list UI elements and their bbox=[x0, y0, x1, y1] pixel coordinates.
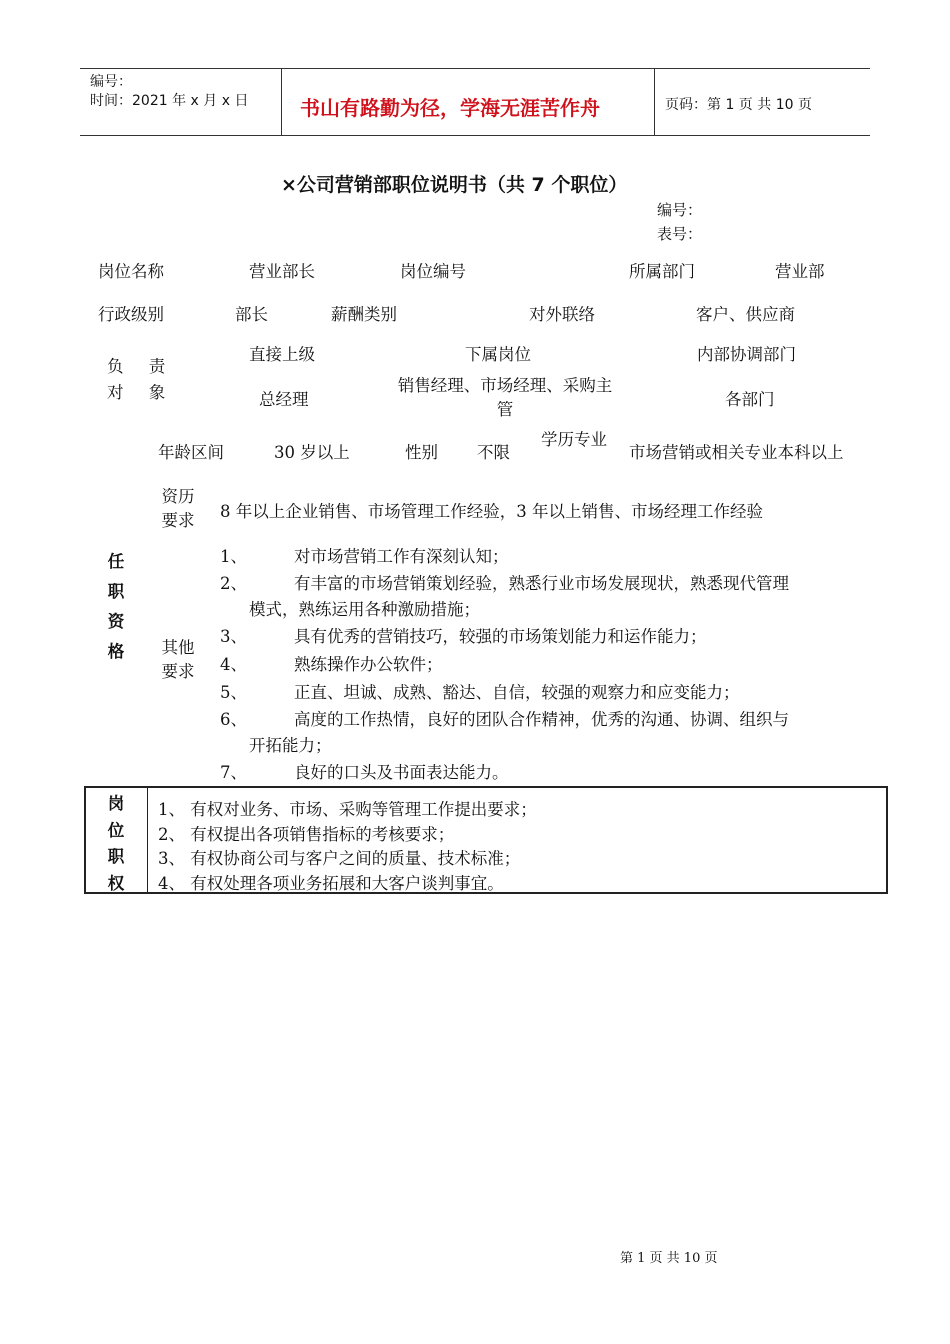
list-item-text: 对市场营销工作有深刻认知； bbox=[294, 547, 509, 566]
list-item-number: 1、 bbox=[220, 547, 247, 566]
header-divider-left bbox=[281, 68, 282, 136]
experience-label: 资历要求 bbox=[161, 487, 195, 530]
page-footer: 第 1 页 共 10 页 bbox=[620, 1251, 718, 1266]
internal-dept-value: 各部门 bbox=[725, 390, 775, 409]
post-rights-table bbox=[84, 786, 888, 894]
list-item-text: 良好的口头及书面表达能力。 bbox=[294, 763, 509, 782]
doc-number-label: 编号： bbox=[657, 201, 703, 219]
internal-dept-label: 内部协调部门 bbox=[697, 345, 796, 364]
post-rights-divider bbox=[147, 788, 148, 892]
list-item-number: 2、 bbox=[220, 574, 247, 593]
gender-label: 性别 bbox=[405, 443, 438, 462]
age-value: 30 岁以上 bbox=[274, 443, 350, 462]
header-top-rule bbox=[80, 68, 870, 69]
list-item-text: 具有优秀的营销技巧，较强的市场策划能力和运作能力； bbox=[294, 627, 707, 646]
education-value: 市场营销或相关专业本科以上 bbox=[629, 443, 844, 462]
post-rights-item: 4、 有权处理各项业务拓展和大客户谈判事宜。 bbox=[158, 874, 504, 893]
subordinate-value: 销售经理、市场经理、采购主管 bbox=[397, 376, 613, 419]
doc-form-label: 表号： bbox=[657, 225, 703, 243]
list-item-number: 7、 bbox=[220, 763, 247, 782]
list-item-number: 3、 bbox=[220, 627, 247, 646]
qualification-section-label: 任职资格 bbox=[107, 552, 125, 661]
resp-label-line2: 对 象 bbox=[107, 383, 176, 402]
education-label: 学历专业 bbox=[541, 430, 607, 449]
document-title: ×公司营销部职位说明书（共 7 个职位） bbox=[281, 174, 628, 196]
post-rights-item: 2、 有权提出各项销售指标的考核要求； bbox=[158, 825, 455, 844]
experience-value: 8 年以上企业销售、市场管理工作经验，3 年以上销售、市场经理工作经验 bbox=[220, 502, 763, 521]
header-bottom-rule bbox=[80, 135, 870, 136]
superior-value: 总经理 bbox=[259, 390, 309, 409]
header-time-label: 时间：2021 年 x 月 x 日 bbox=[90, 93, 249, 109]
gender-value: 不限 bbox=[477, 443, 510, 462]
header-motto: 书山有路勤为径，学海无涯苦作舟 bbox=[300, 96, 600, 120]
list-item-text: 正直、坦诚、成熟、豁达、自信，较强的观察力和应变能力； bbox=[294, 683, 740, 702]
list-item-continuation: 开拓能力； bbox=[249, 736, 332, 755]
dept-value: 营业部 bbox=[775, 262, 825, 281]
list-item-number: 5、 bbox=[220, 683, 247, 702]
header-page-label: 页码：第 1 页 共 10 页 bbox=[665, 97, 812, 113]
post-rights-item: 1、 有权对业务、市场、采购等管理工作提出要求； bbox=[158, 800, 537, 819]
list-item-text: 有丰富的市场营销策划经验，熟悉行业市场发展现状，熟悉现代管理 bbox=[294, 574, 789, 593]
list-item-text: 高度的工作热情，良好的团队合作精神，优秀的沟通、协调、组织与 bbox=[294, 710, 789, 729]
list-item-number: 4、 bbox=[220, 655, 247, 674]
age-label: 年龄区间 bbox=[158, 443, 224, 462]
list-item-text: 熟练操作办公软件； bbox=[294, 655, 443, 674]
post-rights-item: 3、 有权协商公司与客户之间的质量、技术标准； bbox=[158, 849, 521, 868]
external-contact-value: 客户、供应商 bbox=[696, 305, 795, 324]
admin-level-value: 部长 bbox=[235, 305, 268, 324]
subordinate-label: 下属岗位 bbox=[465, 345, 531, 364]
post-rights-label: 岗位职权 bbox=[107, 794, 125, 893]
post-code-label: 岗位编号 bbox=[400, 262, 466, 281]
other-requirements-label: 其他要求 bbox=[161, 638, 195, 681]
resp-label-line1: 负 责 bbox=[107, 357, 176, 376]
header-divider-right bbox=[654, 68, 655, 136]
external-contact-label: 对外联络 bbox=[529, 305, 595, 324]
post-name-label: 岗位名称 bbox=[98, 262, 164, 281]
header-number-label: 编号： bbox=[90, 74, 132, 90]
superior-label: 直接上级 bbox=[249, 345, 315, 364]
list-item-number: 6、 bbox=[220, 710, 247, 729]
post-name-value: 营业部长 bbox=[249, 262, 315, 281]
salary-type-label: 薪酬类别 bbox=[331, 305, 397, 324]
list-item-continuation: 模式，熟练运用各种激励措施； bbox=[249, 600, 480, 619]
dept-label: 所属部门 bbox=[629, 262, 695, 281]
admin-level-label: 行政级别 bbox=[98, 305, 164, 324]
